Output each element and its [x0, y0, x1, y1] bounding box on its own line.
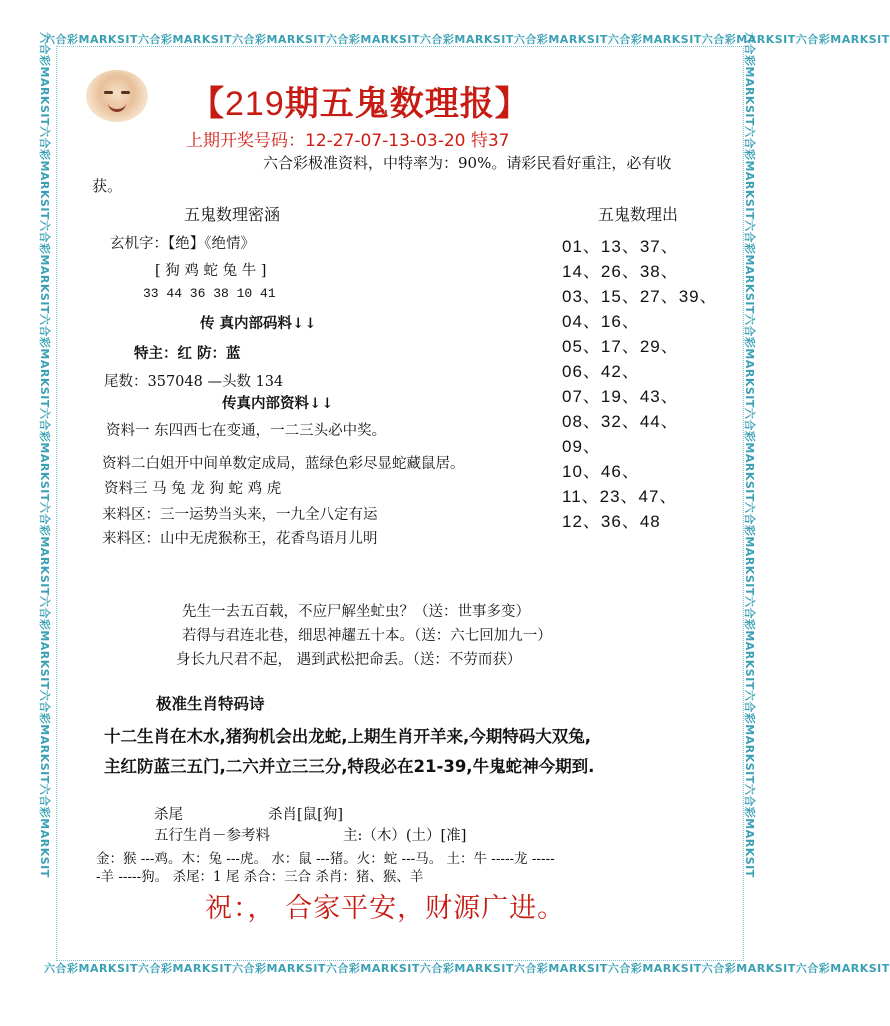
riddle-line: 身长九尺君不起， 遇到武松把命丢。（送：不劳而获）: [176, 652, 522, 668]
five-elements-heading: 五行生肖－参考料: [154, 828, 270, 844]
riddle-line: 先生一去五百载，不应尸解坐虻虫？（送：世事多变）: [182, 604, 530, 620]
number-row: 07、19、43、: [562, 387, 679, 406]
border-watermark-top: 六合彩MARKSIT六合彩MARKSIT六合彩MARKSIT六合彩MARKSIT六合彩MARKSIT六合彩MARKSIT六合彩MARKSIT六合彩MARKSIT六合彩MARKSIT: [44, 33, 890, 46]
poem-heading: 极准生肖特码诗: [156, 695, 265, 713]
intro-text-line-1: 六合彩极准资料，中特率为：90%。请彩民看好重注，必有收: [263, 154, 672, 172]
page-title: 【219期五鬼数理报】: [190, 84, 530, 124]
poem-line-2: 主红防蓝三五门,二六并立三三分,特段必在21-39,牛鬼蛇神今期到.: [104, 757, 595, 776]
tail-numbers: 尾数：357048 —头数 134: [104, 374, 284, 390]
source-zone-1: 来料区：三一运势当头来，一九全八定有运: [102, 507, 378, 523]
border-watermark-bottom: 六合彩MARKSIT六合彩MARKSIT六合彩MARKSIT六合彩MARKSIT六合彩MARKSIT六合彩MARKSIT六合彩MARKSIT六合彩MARKSIT六合彩MARKSIT: [44, 962, 890, 975]
data-item-1: 资料一 东四西七在变通，一二三头必中奖。: [106, 423, 387, 439]
main-elements: 主:（木）(土）[准]: [343, 828, 467, 844]
data-item-2: 资料二白姐开中间单数定成局，蓝绿色彩尽显蛇藏鼠居。: [102, 456, 465, 472]
source-zone-2: 来料区：山中无虎猴称王，花香鸟语月儿明: [102, 531, 378, 547]
left-section-heading: 五鬼数理密涵: [184, 205, 281, 224]
zodiac-animals: [ 狗 鸡 蛇 兔 牛 ]: [155, 263, 267, 279]
data-item-3: 资料三 马 兔 龙 狗 蛇 鸡 虎: [104, 481, 282, 497]
number-row: 05、17、29、: [562, 337, 679, 356]
blessing-text: 祝：， 合家平安，财源广进。: [205, 893, 566, 924]
fax-code-heading: 传 真内部码料↓↓: [200, 315, 317, 332]
number-row: 01、13、37、: [562, 237, 679, 256]
number-row: 08、32、44、: [562, 412, 679, 431]
special-color: 特主：红 防：蓝: [134, 345, 241, 362]
number-row: 06、42、: [562, 362, 640, 381]
kill-zodiac: 杀肖[鼠[狗]: [268, 807, 343, 823]
elements-zodiac-line-2: -羊 -----狗。 杀尾：1 尾 杀合：三合 杀肖：猪、猴、羊: [96, 869, 424, 885]
mystic-word: 玄机字：【绝】《绝情》: [110, 236, 255, 252]
poem-line-1: 十二生肖在木水,猪狗机会出龙蛇,上期生肖开羊来,今期特码大双兔,: [104, 727, 592, 746]
border-watermark-left: 六合彩MARKSIT六合彩MARKSIT六合彩MARKSIT六合彩MARKSIT六合彩MARKSIT六合彩MARKSIT六合彩MARKSIT六合彩MARKSIT六合彩MARKSIT: [38, 32, 51, 878]
border-watermark-right: 六合彩MARKSIT六合彩MARKSIT六合彩MARKSIT六合彩MARKSIT六合彩MARKSIT六合彩MARKSIT六合彩MARKSIT六合彩MARKSIT六合彩MARKSIT: [743, 32, 756, 878]
riddle-line: 若得与君连北巷，细思神趯五十本。（送：六七回加九一）: [182, 628, 552, 644]
right-section-heading: 五鬼数理出: [598, 205, 679, 224]
number-row: 11、23、47、: [562, 487, 678, 506]
number-row: 10、46、: [562, 462, 640, 481]
portrait-mouth: [108, 103, 126, 112]
number-row: 04、16、: [562, 312, 640, 331]
number-row: 12、36、48: [562, 512, 661, 531]
number-row: 09、: [562, 437, 601, 456]
intro-text-line-2: 获。: [92, 177, 123, 195]
kill-tail-label: 杀尾: [154, 807, 183, 823]
portrait-eye-right: [121, 91, 130, 94]
previous-draw-numbers: 上期开奖号码：12-27-07-13-03-20 特37: [186, 131, 510, 151]
elements-zodiac-line-1: 金：猴 ---鸡。木：兔 ---虎。 水：鼠 ---猪。火：蛇 ---马。 土：牛 -----龙 -----: [96, 851, 555, 867]
portrait-image: [86, 70, 148, 122]
lucky-numbers: 33 44 36 38 10 41: [143, 286, 276, 301]
fax-data-heading: 传真内部资料↓↓: [222, 395, 334, 412]
number-row: 14、26、38、: [562, 262, 679, 281]
portrait-eye-left: [104, 91, 113, 94]
number-row: 03、15、27、39、: [562, 287, 718, 306]
